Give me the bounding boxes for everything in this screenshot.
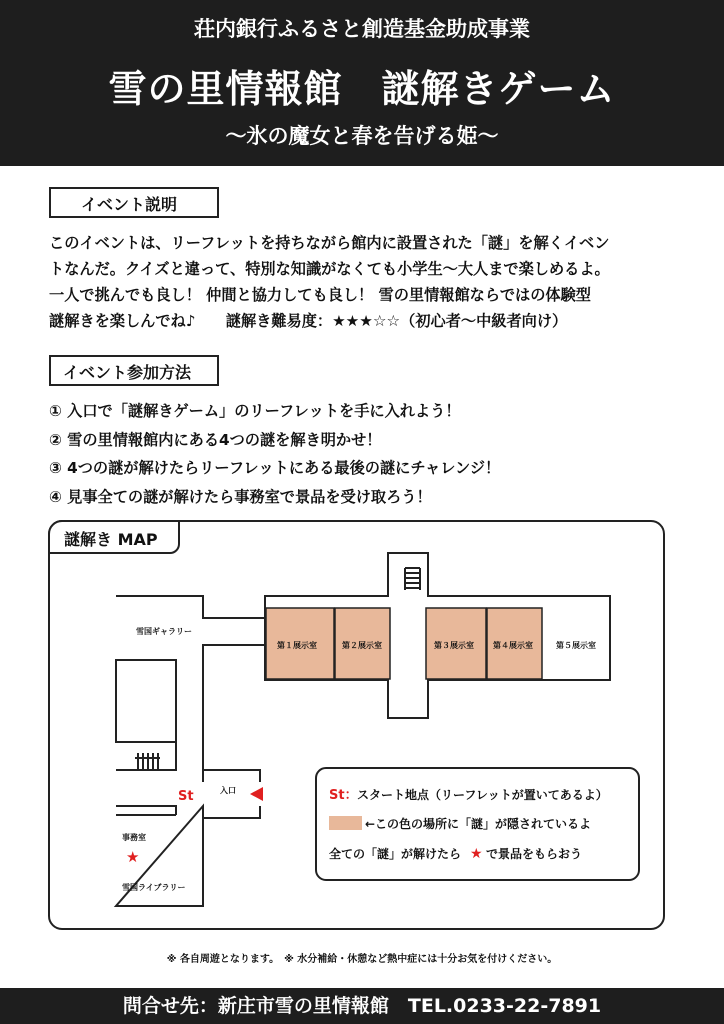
room-label-entrance: 入口 <box>220 786 236 795</box>
header-tagline: 〜氷の魔女と春を告げる姫〜 <box>225 124 499 148</box>
room-label-exhibit1: 第１展示室 <box>277 641 317 650</box>
legend-start-text: スタート地点（リーフレットが置いてあるよ） <box>357 788 608 802</box>
notice-text: ※ 各自周遊となります。 ※ 水分補給・休憩など熱中症には十分お気を付けください。 <box>166 954 558 965</box>
legend-star-text-after: で景品をもらおう <box>486 847 583 861</box>
legend-star-text-before: 全ての「謎」が解けたら <box>329 847 462 861</box>
room-label-exhibit5: 第５展示室 <box>556 641 596 650</box>
step-item: ② 雪の里情報館内にある4つの謎を解き明かせ！ <box>49 430 382 449</box>
room-label-library: 雪国ライブラリー <box>122 883 186 892</box>
legend-star-icon: ★ <box>470 846 483 862</box>
page-title: 雪の里情報館 謎解きゲーム <box>108 67 616 111</box>
room-label-gallery: 雪国ギャラリー <box>136 627 192 636</box>
description-line: このイベントは、リーフレットを持ちながら館内に設置された「謎」を解くイベン <box>49 234 610 252</box>
description-line: 謎解きを楽しんでね♪ 謎解き難易度：★★★☆☆（初心者〜中級者向け） <box>49 312 568 330</box>
participation-heading: イベント参加方法 <box>49 355 219 386</box>
event-description-heading: イベント説明 <box>49 187 219 218</box>
map-title: 謎解き MAP <box>48 520 180 554</box>
legend-color-text: ←この色の場所に「謎」が隠されているよ <box>365 817 592 831</box>
start-marker: St <box>178 789 194 804</box>
header-subtitle: 荘内銀行ふるさと創造基金助成事業 <box>194 17 530 41</box>
footer-contact: 問合せ先：新庄市雪の里情報館 TEL.0233-22-7891 <box>0 988 724 1024</box>
entrance-arrow-icon <box>250 787 263 801</box>
description-line: トなんだ。クイズと違って、特別な知識がなくても小学生〜大人まで楽しめるよ。 <box>49 260 610 278</box>
room-label-office: 事務室 <box>122 833 146 842</box>
step-item: ③ 4つの謎が解けたらリーフレットにある最後の謎にチャレンジ！ <box>49 459 501 477</box>
legend-color-swatch <box>329 816 362 830</box>
room-label-exhibit3: 第３展示室 <box>434 641 474 650</box>
room-label-exhibit2: 第２展示室 <box>342 641 382 650</box>
room-label-exhibit4: 第４展示室 <box>493 641 533 650</box>
stairwell-block <box>116 660 176 742</box>
description-line: 一人で挑んでも良し！ 仲間と協力しても良し！ 雪の里情報館ならではの体験型 <box>49 286 591 304</box>
legend-start-key: St： <box>329 788 358 803</box>
step-item: ① 入口で「謎解きゲーム」のリーフレットを手に入れよう！ <box>49 402 461 420</box>
step-item: ④ 見事全ての謎が解けたら事務室で景品を受け取ろう！ <box>49 487 432 506</box>
office-star-icon: ★ <box>126 848 140 866</box>
